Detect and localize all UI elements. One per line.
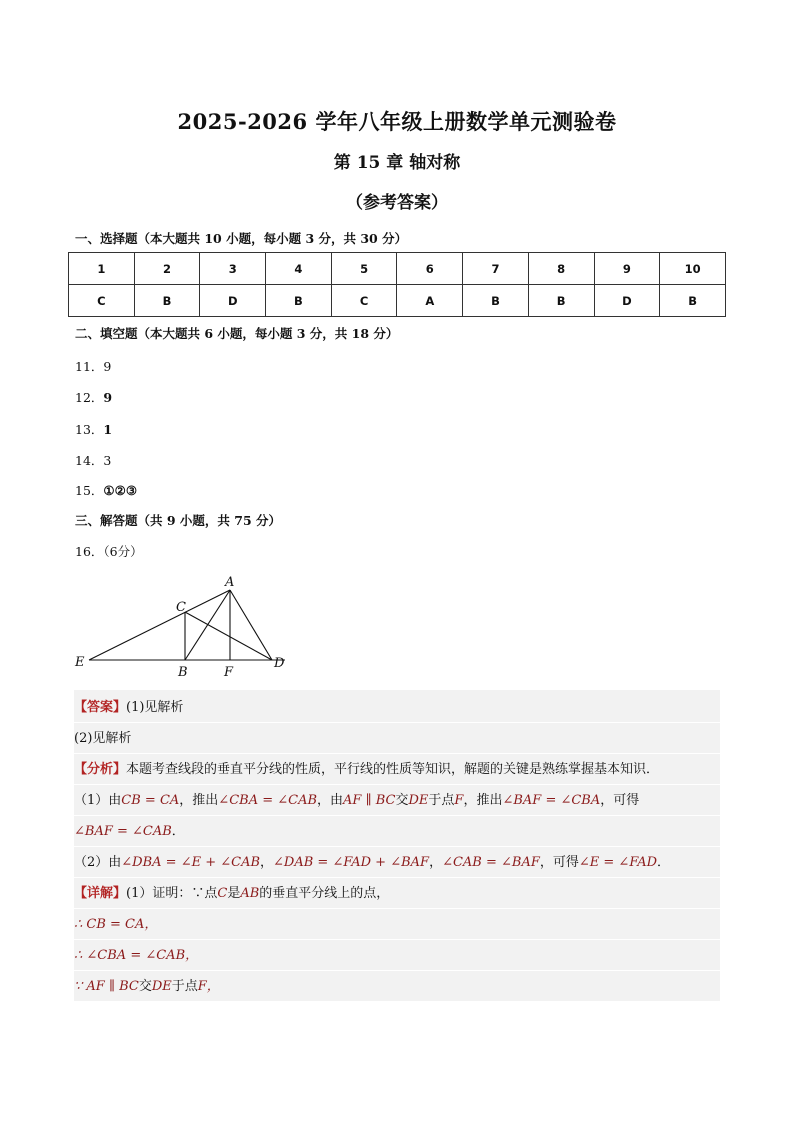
fill-answer-item (75, 357, 111, 375)
table-cell: C (69, 285, 135, 317)
question-number: 12． (75, 390, 104, 405)
answer-row (69, 285, 726, 317)
analysis-part1-cont-line (74, 816, 720, 847)
text: 交 (395, 793, 409, 808)
text: ． (657, 855, 671, 870)
math: DE (151, 979, 172, 994)
answer-key-subtitle: （参考答案） (346, 193, 448, 213)
table-cell: A (397, 285, 463, 317)
table-cell: B (463, 285, 529, 317)
text: ，可得 (539, 855, 579, 870)
math: ∵ AF ∥ BC (74, 979, 139, 994)
text: 交 (138, 979, 152, 994)
table-cell: 4 (266, 253, 332, 285)
table-cell: D (594, 285, 660, 317)
proof-step-line (74, 940, 720, 971)
math: AF ∥ BC (343, 793, 396, 808)
table-cell: 3 (200, 253, 266, 285)
fill-answer-item (75, 451, 111, 469)
text: (1）证明：∵点 (126, 886, 218, 901)
text: ， (429, 855, 443, 870)
text: ． (171, 824, 185, 839)
table-cell: 10 (660, 253, 726, 285)
answer-text: (2)见解析 (74, 731, 132, 746)
point-label-C: C (176, 600, 186, 615)
question-number: 15． (75, 483, 104, 498)
point-label-D: D (274, 656, 285, 671)
geometry-figure (70, 570, 295, 682)
detail-tag: 【详解】 (74, 886, 127, 901)
math: F (454, 793, 464, 808)
answer-value: ①②③ (103, 483, 138, 498)
page-title: 2025-2026 学年八年级上册数学单元测验卷 (177, 109, 617, 134)
analysis-part1-line (74, 785, 720, 816)
math: C (217, 886, 228, 901)
solution-panel (74, 690, 720, 1002)
point-label-B: B (178, 665, 188, 680)
point-label-A: A (225, 575, 235, 590)
text: ，由 (317, 793, 344, 808)
text: （2）由 (74, 855, 122, 870)
math: ∠DBA = ∠E + ∠CAB (121, 855, 261, 870)
answer-value: 9 (103, 359, 112, 374)
point-label-E: E (75, 655, 85, 670)
table-cell: 9 (594, 253, 660, 285)
chapter-title: 第 15 章 轴对称 (333, 153, 461, 173)
math: ∠BAF = ∠CAB (74, 824, 172, 839)
question-16-label: 16．（6分） (75, 544, 143, 559)
proof-step-line (74, 909, 720, 940)
point-label-F: F (224, 665, 234, 680)
fill-answer-item (75, 481, 137, 499)
text: （1）由 (74, 793, 122, 808)
text: 是 (227, 886, 241, 901)
question-number: 11． (75, 359, 104, 374)
detail-line (74, 878, 720, 909)
text: ，可得 (600, 793, 640, 808)
math: ∠DAB = ∠FAD + ∠BAF (273, 855, 430, 870)
fill-answer-item (75, 420, 112, 438)
table-cell: B (266, 285, 332, 317)
text: 于点 (428, 793, 455, 808)
analysis-part2-line (74, 847, 720, 878)
answer-value: 9 (103, 390, 113, 405)
text: ，推出 (463, 793, 503, 808)
section-fill-heading: 二、填空题（本大题共 6 小题，每小题 3 分，共 18 分） (75, 326, 399, 341)
table-cell: 2 (134, 253, 200, 285)
math: ∴ CB = CA， (74, 917, 158, 932)
table-cell: B (134, 285, 200, 317)
section-solve-heading: 三、解答题（共 9 小题，共 75 分） (75, 513, 282, 528)
proof-step-line (74, 971, 720, 1002)
question-number-row (69, 253, 726, 285)
math: ∠CBA = ∠CAB (218, 793, 318, 808)
answer-text: (1)见解析 (126, 700, 184, 715)
analysis-line (74, 754, 720, 785)
table-cell: B (660, 285, 726, 317)
text: 的垂直平分线上的点， (259, 886, 390, 901)
answer-line (74, 692, 720, 723)
analysis-tag: 【分析】 (74, 762, 127, 777)
segment-AD (230, 590, 272, 660)
question-number: 13． (75, 422, 104, 437)
segment-CD (185, 612, 272, 660)
math: ∴ ∠CBA = ∠CAB， (74, 948, 199, 963)
question-number: 14． (75, 453, 104, 468)
answer-value: 3 (103, 453, 112, 468)
analysis-text: 本题考查线段的垂直平分线的性质，平行线的性质等知识，解题的关键是熟练掌握基本知识． (126, 762, 660, 777)
answer-tag: 【答案】 (74, 700, 127, 715)
math: CB = CA (121, 793, 180, 808)
table-cell: 1 (69, 253, 135, 285)
math: DE (408, 793, 429, 808)
section-choice-heading: 一、选择题（本大题共 10 小题，每小题 3 分，共 30 分） (75, 231, 408, 246)
table-cell: 7 (463, 253, 529, 285)
math: AB (240, 886, 260, 901)
text: ， (260, 855, 274, 870)
math: F， (197, 979, 220, 994)
answer-line-2 (74, 723, 720, 754)
table-cell: B (528, 285, 594, 317)
math: ∠BAF = ∠CBA (502, 793, 601, 808)
table-cell: 5 (331, 253, 397, 285)
table-cell: 8 (528, 253, 594, 285)
answer-value: 1 (103, 422, 113, 437)
table-cell: 6 (397, 253, 463, 285)
fill-answer-item (75, 388, 112, 406)
table-cell: C (331, 285, 397, 317)
text: ，推出 (179, 793, 219, 808)
text: 于点 (171, 979, 198, 994)
math: ∠E = ∠FAD (578, 855, 658, 870)
math: ∠CAB = ∠BAF (442, 855, 540, 870)
choice-answer-table (68, 252, 726, 317)
table-cell: D (200, 285, 266, 317)
